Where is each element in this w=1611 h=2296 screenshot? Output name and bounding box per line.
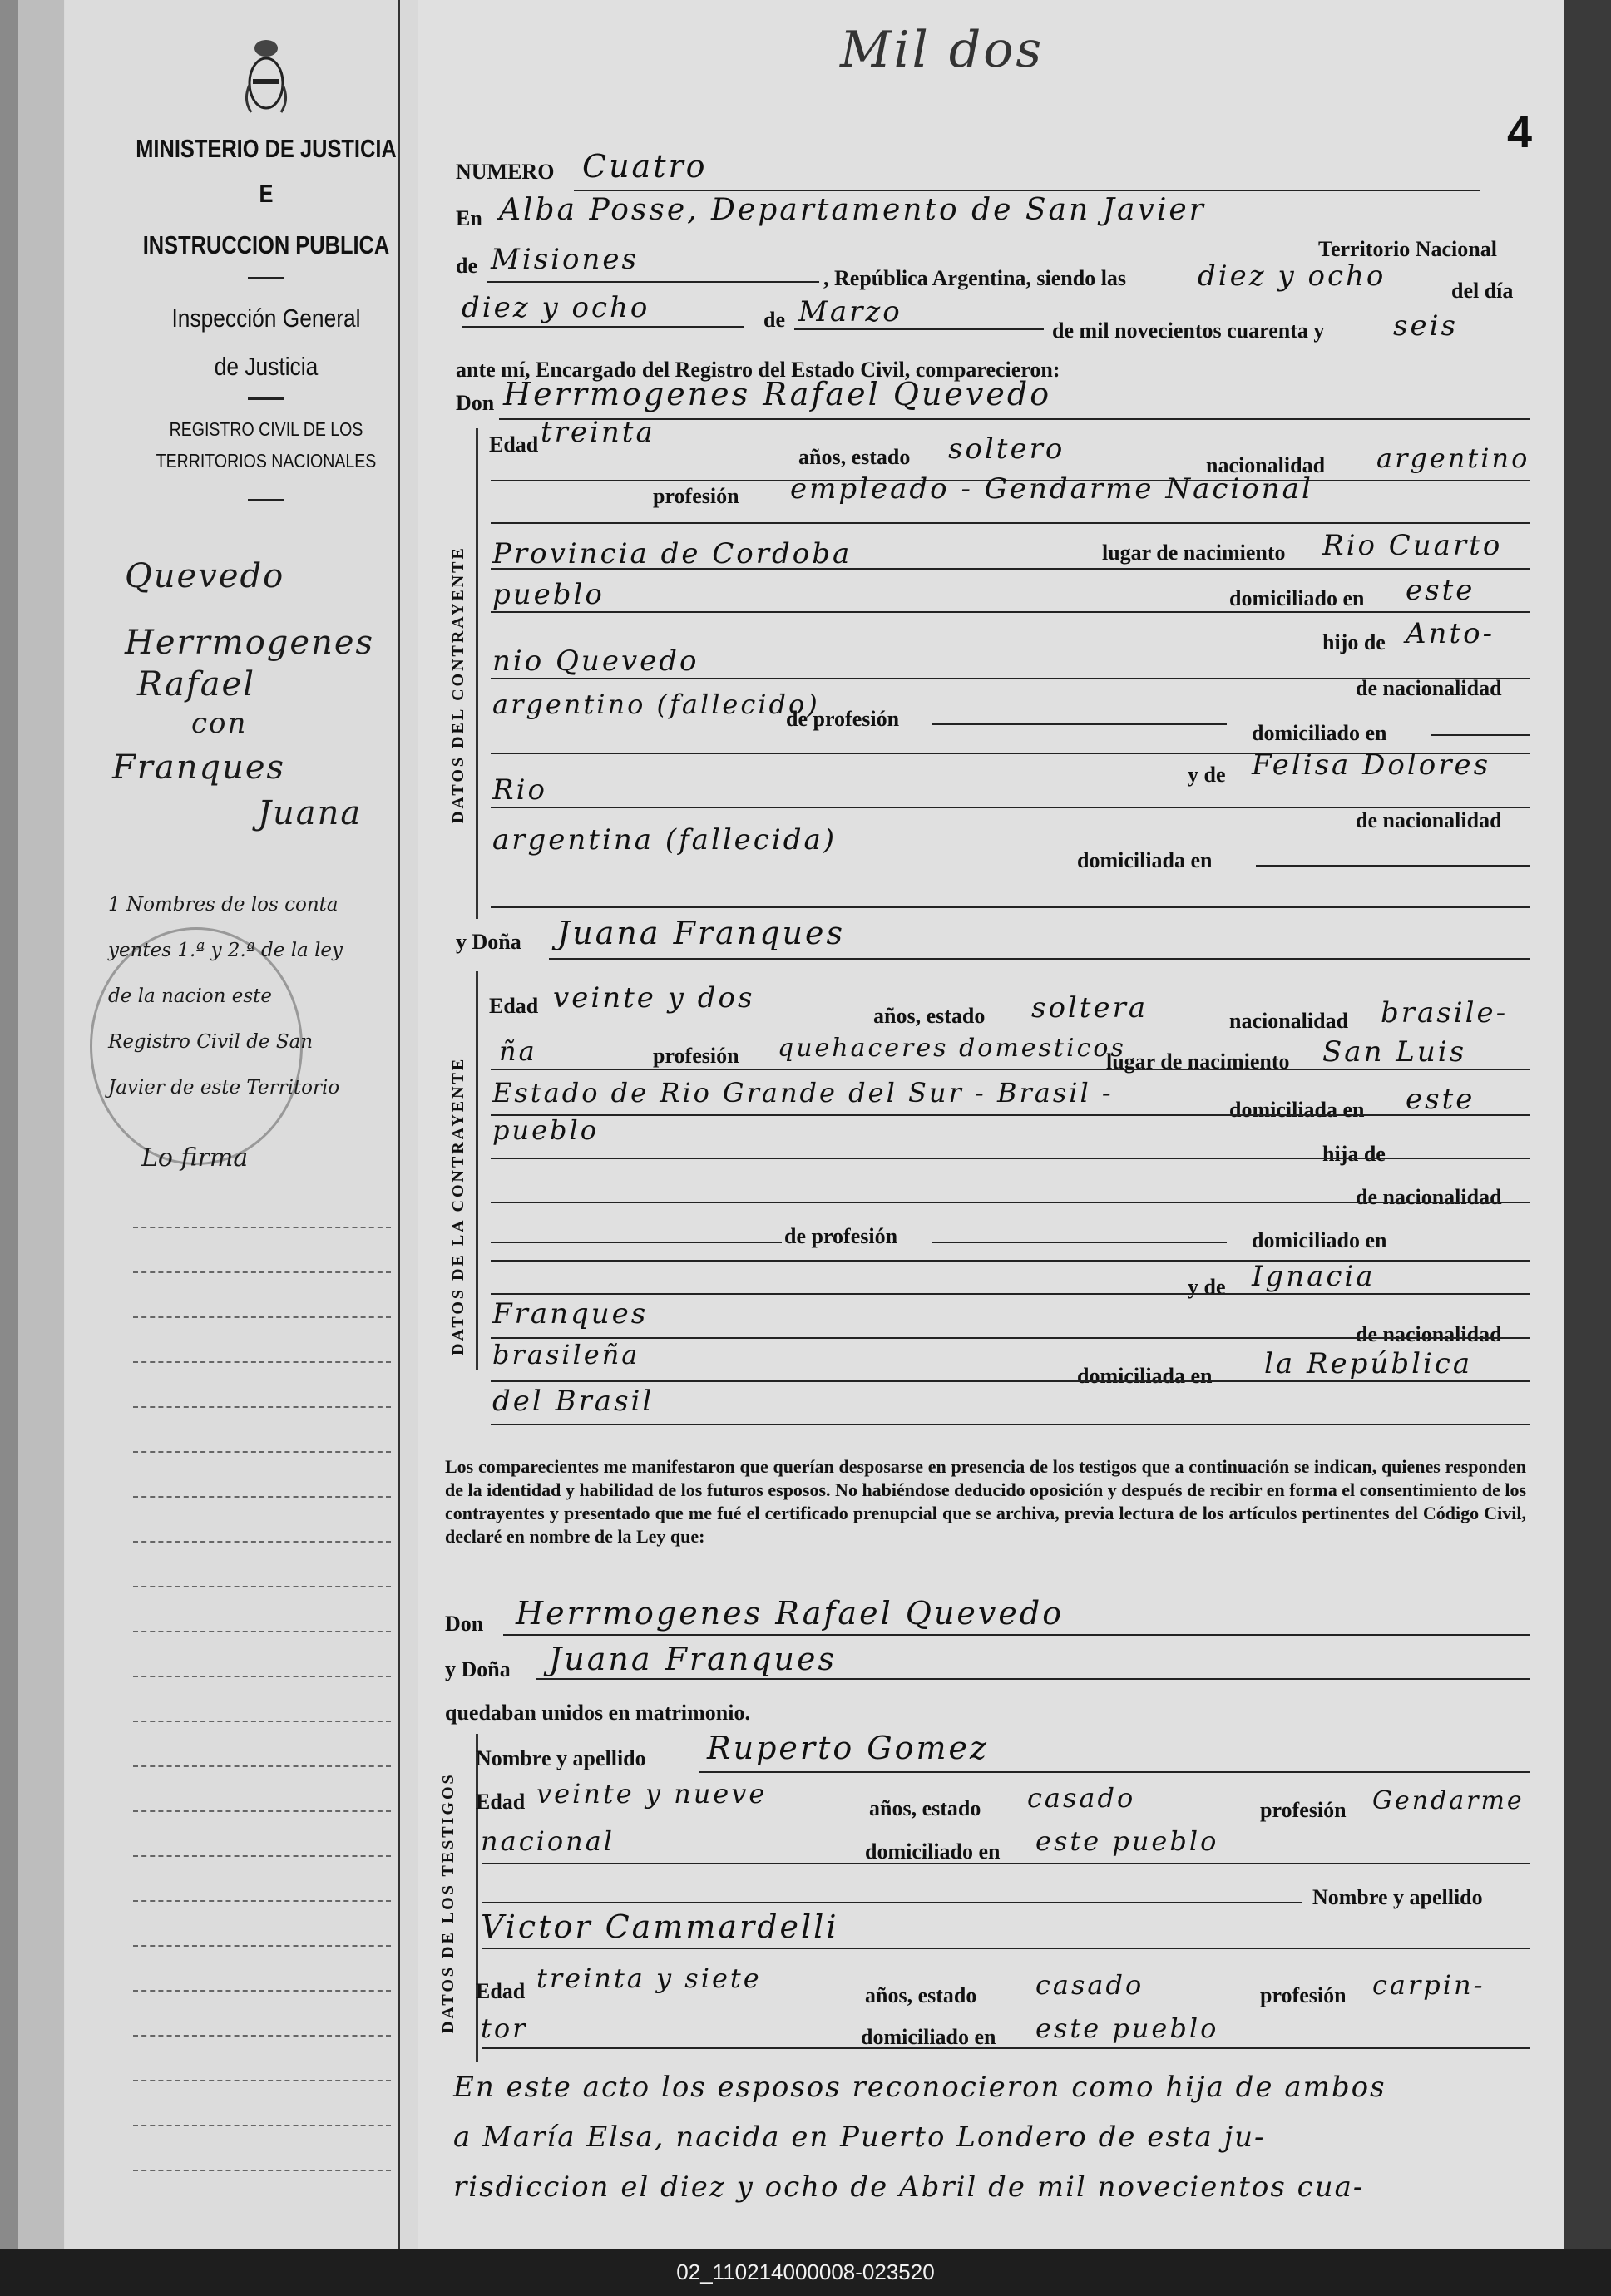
hija-label: hija de bbox=[1322, 1142, 1386, 1166]
fill-line bbox=[491, 1114, 1530, 1116]
inspection-title: Inspección General bbox=[171, 304, 361, 333]
dia-value: diez y ocho bbox=[462, 291, 650, 324]
margin-name: Quevedo bbox=[125, 557, 285, 595]
bride-edad: veinte y dos bbox=[553, 981, 755, 1015]
groom-padre: Anto- bbox=[1406, 617, 1495, 650]
margin-ruled-line bbox=[133, 1541, 391, 1543]
domiciliado-label: domiciliado en bbox=[865, 1839, 1001, 1864]
witness2-prof: tor bbox=[481, 2012, 528, 2044]
place-value: Alba Posse, Departamento de San Javier bbox=[499, 193, 1206, 227]
domiciliada-label: domiciliada en bbox=[1077, 1364, 1213, 1388]
bride-madre-dom: la República bbox=[1264, 1347, 1473, 1380]
margin-note-line: de la nacion este bbox=[108, 985, 273, 1007]
fill-line bbox=[503, 1634, 1530, 1636]
margin-ruled-line bbox=[133, 1900, 391, 1902]
margin-ruled-line bbox=[133, 2170, 391, 2171]
nombre-label: Nombre y apellido bbox=[1312, 1885, 1483, 1909]
anios-label: años, estado bbox=[865, 1983, 977, 2007]
fill-line bbox=[491, 1242, 782, 1243]
groom-madre: Felisa Dolores bbox=[1252, 748, 1491, 782]
fill-line bbox=[487, 281, 819, 283]
bride-madre: Ignacia bbox=[1252, 1260, 1376, 1293]
fill-line bbox=[932, 1242, 1227, 1243]
y-de-label: y de bbox=[1188, 763, 1226, 787]
lugar-label: lugar de nacimiento bbox=[1106, 1049, 1290, 1074]
groom-nacionalidad: argentino bbox=[1376, 442, 1530, 474]
territorio-value: Misiones bbox=[491, 243, 639, 276]
bride-name: Juana Franques bbox=[557, 915, 846, 951]
fill-line bbox=[549, 958, 1530, 960]
witness2-edad: treinta y siete bbox=[536, 1963, 762, 1994]
don-label: Don bbox=[456, 391, 495, 415]
profesion-label: de profesión bbox=[784, 1224, 898, 1248]
margin-ruled-line bbox=[133, 1361, 391, 1363]
nacionalidad-label: de nacionalidad bbox=[1356, 1185, 1502, 1209]
nacionalidad-label: de nacionalidad bbox=[1356, 808, 1502, 832]
domicilio-label: domiciliado en bbox=[1229, 586, 1365, 610]
domiciliada-label: domiciliada en bbox=[1229, 1098, 1365, 1122]
domiciliada-label: domiciliada en bbox=[1077, 848, 1213, 872]
fill-line bbox=[536, 1678, 1530, 1680]
bride-madre-nac: brasileña bbox=[492, 1339, 640, 1370]
bride-madre: Franques bbox=[492, 1297, 649, 1331]
unidos-label: quedaban unidos en matrimonio. bbox=[445, 1701, 750, 1725]
registry-title: REGISTRO CIVIL DE LOS bbox=[169, 418, 363, 440]
margin-ruled-line bbox=[133, 2125, 391, 2126]
section-brace bbox=[476, 1734, 478, 2062]
margin-ruled-line bbox=[133, 1496, 391, 1498]
ministry-title: E bbox=[259, 179, 274, 208]
decl-groom-name: Herrmogenes Rafael Quevedo bbox=[516, 1595, 1065, 1632]
mil-label: de mil novecientos cuarenta y bbox=[1052, 318, 1325, 343]
divider bbox=[248, 397, 284, 400]
bride-nacionalidad: brasile- bbox=[1381, 996, 1509, 1029]
groom-side-label: DATOS DEL CONTRAYENTE bbox=[449, 546, 467, 823]
fill-line bbox=[491, 1158, 1530, 1159]
anio-value: seis bbox=[1393, 309, 1458, 343]
fill-line bbox=[1431, 734, 1530, 736]
fill-line bbox=[491, 1293, 1530, 1295]
fill-line bbox=[932, 723, 1227, 725]
numero-value: Cuatro bbox=[582, 148, 708, 185]
margin-ruled-line bbox=[133, 1676, 391, 1677]
witness2-estado: casado bbox=[1035, 1969, 1144, 2001]
legal-paragraph: Los comparecientes me manifestaron que querían desposarse en presencia de los testigos que a continuación se indican, quienes responden de la identidad y habilidad de los futuros esposos. No habiéndose deducido oposición y después de recibir en forma el consentimiento de los contrayentes y presentado que me fué el certificado prenupcial que se archiva, previa lectura de los artículos pertinentes del Código Civil, declaré en nombre de la Ley que: bbox=[445, 1456, 1527, 1547]
margin-ruled-line bbox=[133, 1227, 391, 1228]
margin-ruled-line bbox=[133, 2080, 391, 2081]
lugar-label: lugar de nacimiento bbox=[1102, 541, 1286, 565]
margin-ruled-line bbox=[133, 1810, 391, 1812]
republica-label: , República Argentina, siendo las bbox=[823, 266, 1127, 290]
nacionalidad-label: de nacionalidad bbox=[1356, 676, 1502, 700]
fill-line bbox=[491, 1380, 1530, 1382]
profesion-label: profesión bbox=[1260, 1983, 1347, 2007]
fill-line bbox=[574, 190, 1480, 191]
groom-madre-nac: argentina (fallecida) bbox=[492, 823, 838, 857]
margin-ruled-line bbox=[133, 2035, 391, 2037]
nacionalidad-label: nacionalidad bbox=[1229, 1009, 1349, 1033]
margin-ruled-line bbox=[133, 1406, 391, 1408]
image-id-footer: 02_110214000008-023520 bbox=[0, 2249, 1611, 2296]
margin-ruled-line bbox=[133, 1271, 391, 1273]
margin-ruled-line bbox=[133, 1765, 391, 1767]
dona-label: y Doña bbox=[445, 1657, 511, 1681]
margin-name: Franques bbox=[112, 748, 286, 787]
witness-side-label: DATOS DE LOS TESTIGOS bbox=[439, 1772, 457, 2033]
nombre-label: Nombre y apellido bbox=[476, 1746, 646, 1770]
fill-line bbox=[482, 1863, 1530, 1864]
right-page-edge bbox=[1564, 0, 1611, 2249]
fill-line bbox=[491, 568, 1530, 570]
domiciliado-label: domiciliado en bbox=[861, 2025, 996, 2049]
profesion-label: profesión bbox=[1260, 1798, 1347, 1822]
margin-name: Herrmogenes bbox=[125, 624, 375, 662]
anios-label: años, estado bbox=[798, 445, 911, 469]
groom-lugar: Provincia de Cordoba bbox=[492, 537, 852, 570]
profesion-label: profesión bbox=[653, 484, 739, 508]
margin-signature: Lo firma bbox=[141, 1143, 249, 1173]
section-brace bbox=[476, 428, 478, 919]
groom-name: Herrmogenes Rafael Quevedo bbox=[503, 376, 1052, 412]
section-brace bbox=[476, 971, 478, 1370]
anios-label: años, estado bbox=[873, 1004, 986, 1028]
groom-domicilio: este bbox=[1406, 574, 1475, 607]
margin-ruled-line bbox=[133, 1945, 391, 1947]
de-label: de bbox=[456, 254, 477, 278]
fill-line bbox=[482, 2047, 1530, 2049]
fill-line bbox=[794, 328, 1044, 330]
left-page-edge bbox=[18, 0, 64, 2249]
witness1-prof: Gendarme bbox=[1372, 1786, 1525, 1815]
page-number: 4 bbox=[1507, 107, 1533, 157]
final-note-line: a María Elsa, nacida en Puerto Londero de esta ju- bbox=[453, 2121, 1266, 2154]
y-de-label: y de bbox=[1188, 1275, 1226, 1299]
fill-line bbox=[491, 611, 1530, 613]
fill-line bbox=[491, 1424, 1530, 1425]
fill-line bbox=[491, 1202, 1530, 1203]
final-note-line: En este acto los esposos reconocieron como hija de ambos bbox=[453, 2071, 1386, 2104]
de-mes-label: de bbox=[763, 308, 785, 332]
ante-label: ante mí, Encargado del Registro del Estado Civil, comparecieron: bbox=[456, 358, 1060, 382]
bride-lugar: San Luis bbox=[1322, 1035, 1467, 1069]
edad-label: Edad bbox=[489, 994, 539, 1018]
edad-label: Edad bbox=[476, 1790, 526, 1814]
bride-domicilio: pueblo bbox=[492, 1114, 600, 1146]
profesion-label: de profesión bbox=[786, 707, 900, 731]
groom-lugar: Rio Cuarto bbox=[1322, 529, 1503, 562]
territorio-label: Territorio Nacional bbox=[1318, 237, 1497, 261]
margin-name: Juana bbox=[258, 794, 363, 832]
margin-ruled-line bbox=[133, 1451, 391, 1453]
ministry-title: MINISTERIO DE JUSTICIA bbox=[136, 134, 397, 163]
mes-value: Marzo bbox=[798, 295, 902, 328]
witness1-name: Ruperto Gomez bbox=[707, 1730, 990, 1766]
bride-estado: soltera bbox=[1031, 991, 1149, 1025]
bride-profesion: quehaceres domesticos bbox=[778, 1034, 1126, 1063]
groom-madre: Rio bbox=[492, 773, 547, 807]
witness2-prof: carpin- bbox=[1372, 1969, 1485, 2001]
margin-ruled-line bbox=[133, 1631, 391, 1632]
fill-line bbox=[491, 906, 1530, 908]
fill-line bbox=[491, 522, 1530, 524]
groom-domicilio: pueblo bbox=[492, 578, 605, 611]
margin-ruled-line bbox=[133, 1990, 391, 1992]
fill-line bbox=[462, 326, 744, 328]
margin-ruled-line bbox=[133, 1855, 391, 1857]
don-label: Don bbox=[445, 1612, 484, 1636]
margin-name: con bbox=[191, 707, 248, 740]
bride-nacionalidad: ña bbox=[499, 1035, 537, 1067]
bride-side-label: DATOS DE LA CONTRAYENTE bbox=[449, 1056, 467, 1355]
registry-title: TERRITORIOS NACIONALES bbox=[156, 450, 377, 472]
numero-label: NUMERO bbox=[456, 160, 555, 184]
fill-line bbox=[491, 1069, 1530, 1070]
margin-note-line: 1 Nombres de los conta bbox=[108, 894, 339, 916]
groom-padre-nac: argentino (fallecido) bbox=[492, 689, 820, 720]
groom-estado: soltero bbox=[948, 432, 1065, 466]
margin-ruled-line bbox=[133, 1316, 391, 1318]
margin-ruled-line bbox=[133, 1721, 391, 1722]
witness1-prof: nacional bbox=[481, 1825, 615, 1857]
anios-label: años, estado bbox=[869, 1796, 981, 1820]
margin-note-line: Javier de este Territorio bbox=[108, 1077, 340, 1099]
domiciliado-label: domiciliado en bbox=[1252, 721, 1387, 745]
margin-note-line: yentes 1.ª y 2.ª de la ley bbox=[108, 940, 343, 961]
groom-padre: nio Quevedo bbox=[492, 644, 699, 678]
groom-profesion: empleado - Gendarme Nacional bbox=[790, 472, 1313, 506]
nacionalidad-label: de nacionalidad bbox=[1356, 1322, 1502, 1346]
divider bbox=[248, 277, 284, 279]
final-note-line: risdiccion el diez y ocho de Abril de mil novecientos cua- bbox=[453, 2170, 1365, 2204]
witness2-dom: este pueblo bbox=[1035, 2012, 1219, 2044]
divider bbox=[248, 499, 284, 501]
coat-of-arms-icon bbox=[241, 33, 291, 116]
fill-line bbox=[1256, 865, 1530, 867]
en-label: En bbox=[456, 206, 482, 230]
groom-edad: treinta bbox=[541, 416, 655, 449]
top-scrawl: Mil dos bbox=[840, 21, 1045, 79]
margin-name: Rafael bbox=[137, 665, 255, 704]
domiciliado-label: domiciliado en bbox=[1252, 1228, 1387, 1252]
fill-line bbox=[482, 1902, 1302, 1903]
witness2-name: Victor Cammardelli bbox=[481, 1908, 839, 1945]
bride-lugar: Estado de Rio Grande del Sur - Brasil - bbox=[492, 1077, 1114, 1108]
profesion-label: profesión bbox=[653, 1044, 739, 1068]
hora-value: diez y ocho bbox=[1198, 259, 1386, 293]
edad-label: Edad bbox=[489, 432, 539, 457]
hijo-label: hijo de bbox=[1322, 630, 1386, 654]
fill-line bbox=[699, 1771, 1530, 1773]
ministry-title: INSTRUCCION PUBLICA bbox=[142, 230, 390, 259]
fill-line bbox=[491, 1337, 1530, 1339]
witness1-edad: veinte y nueve bbox=[536, 1778, 768, 1810]
witness1-estado: casado bbox=[1027, 1782, 1136, 1814]
margin-note-line: Registro Civil de San bbox=[108, 1031, 314, 1053]
margin-ruled-line bbox=[133, 1586, 391, 1587]
decl-bride-name: Juana Franques bbox=[549, 1641, 838, 1677]
nacionalidad-label: nacionalidad bbox=[1206, 453, 1326, 477]
edad-label: Edad bbox=[476, 1979, 526, 2003]
bride-madre-dom: del Brasil bbox=[492, 1385, 655, 1418]
witness1-dom: este pueblo bbox=[1035, 1825, 1219, 1857]
fill-line bbox=[482, 1948, 1530, 1949]
inspection-title: de Justicia bbox=[214, 352, 319, 381]
dona-label: y Doña bbox=[456, 930, 521, 954]
del-dia-label: del día bbox=[1451, 279, 1514, 303]
bride-domicilio: este bbox=[1406, 1083, 1475, 1116]
